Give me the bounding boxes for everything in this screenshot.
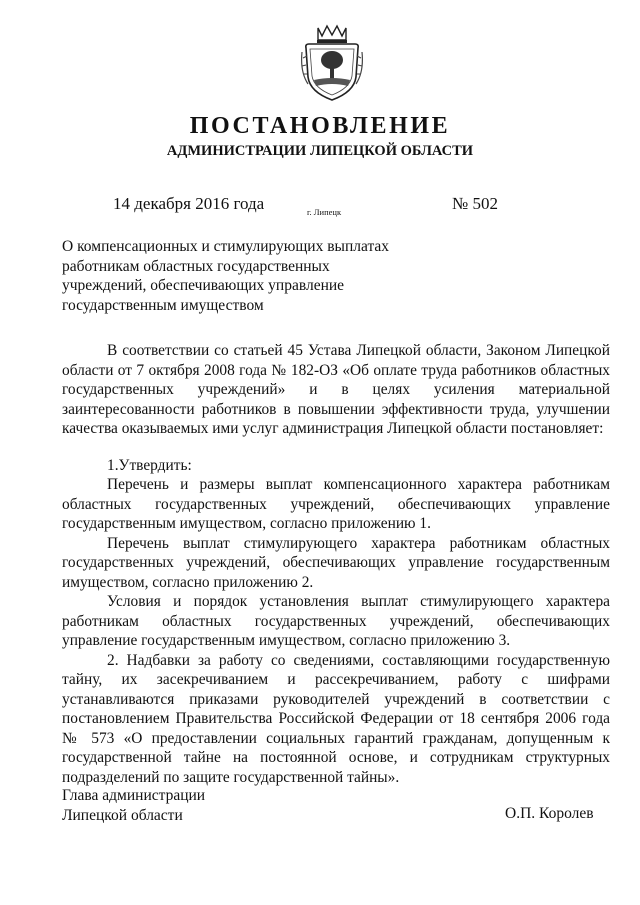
document-subtitle: АДМИНИСТРАЦИИ ЛИПЕЦКОЙ ОБЛАСТИ <box>166 143 474 159</box>
item-1-c: Условия и порядок установления выплат стимулирующего характера работникам областных государственных учреждений, обеспечивающих управление государственным имуществом, согласно приложению 3. <box>62 593 610 649</box>
document-city: г. Липецк <box>307 207 342 217</box>
document-subject: О компенсационных и стимулирующих выплатах работникам областных государственных учреждений, обеспечивающих управление государственным имуществом <box>62 238 390 314</box>
document-body <box>62 341 610 787</box>
document-date: 14 декабря 2016 года <box>113 194 265 213</box>
signature-title-line2: Липецкой области <box>62 806 183 824</box>
document-number: № 502 <box>452 194 498 213</box>
item-1-b: Перечень выплат стимулирующего характера работникам областных государственных учреждений, обеспечивающих управление государственным имуществом, согласно приложению 2. <box>62 534 610 591</box>
item-1-a: Перечень и размеры выплат компенсационного характера работникам областных государственных учреждений, обеспечивающих управление государственным имуществом, согласно приложению 1. <box>62 476 610 532</box>
signature-title-line1: Глава администрации <box>62 787 206 804</box>
item-2: 2. Надбавки за работу со сведениями, составляющими государственную тайну, их засекречиванием и рассекречиванием, работу с шифрами устанавливаются приказами руководителей учреждений в соответствии с постановлением Правительства Российской Федерации от 18 сентября 2006 года № 573 «О предоставлении социальных гарантий гражданам, допущенным к государственной тайне на постоянной основе, и сотрудникам структурных подразделений по защите государственной тайны». <box>62 651 610 786</box>
signature-title <box>62 786 205 825</box>
coat-of-arms-icon <box>300 22 364 104</box>
document-title: ПОСТАНОВЛЕНИЕ <box>189 113 451 139</box>
preamble-paragraph: В соответствии со статьей 45 Устава Липецкой области, Законом Липецкой области от 7 октября 2008 года № 182-ОЗ «Об оплате труда работников областных государственных учреждений» и в целях усиления материальной заинтересованности работников в повышении эффективности труда, улучшении качества оказываемых ими услуг администрация Липецкой области постановляет: <box>62 342 610 437</box>
signature-name: О.П. Королев <box>505 805 594 822</box>
item-1: 1.Утвердить: <box>107 456 192 474</box>
